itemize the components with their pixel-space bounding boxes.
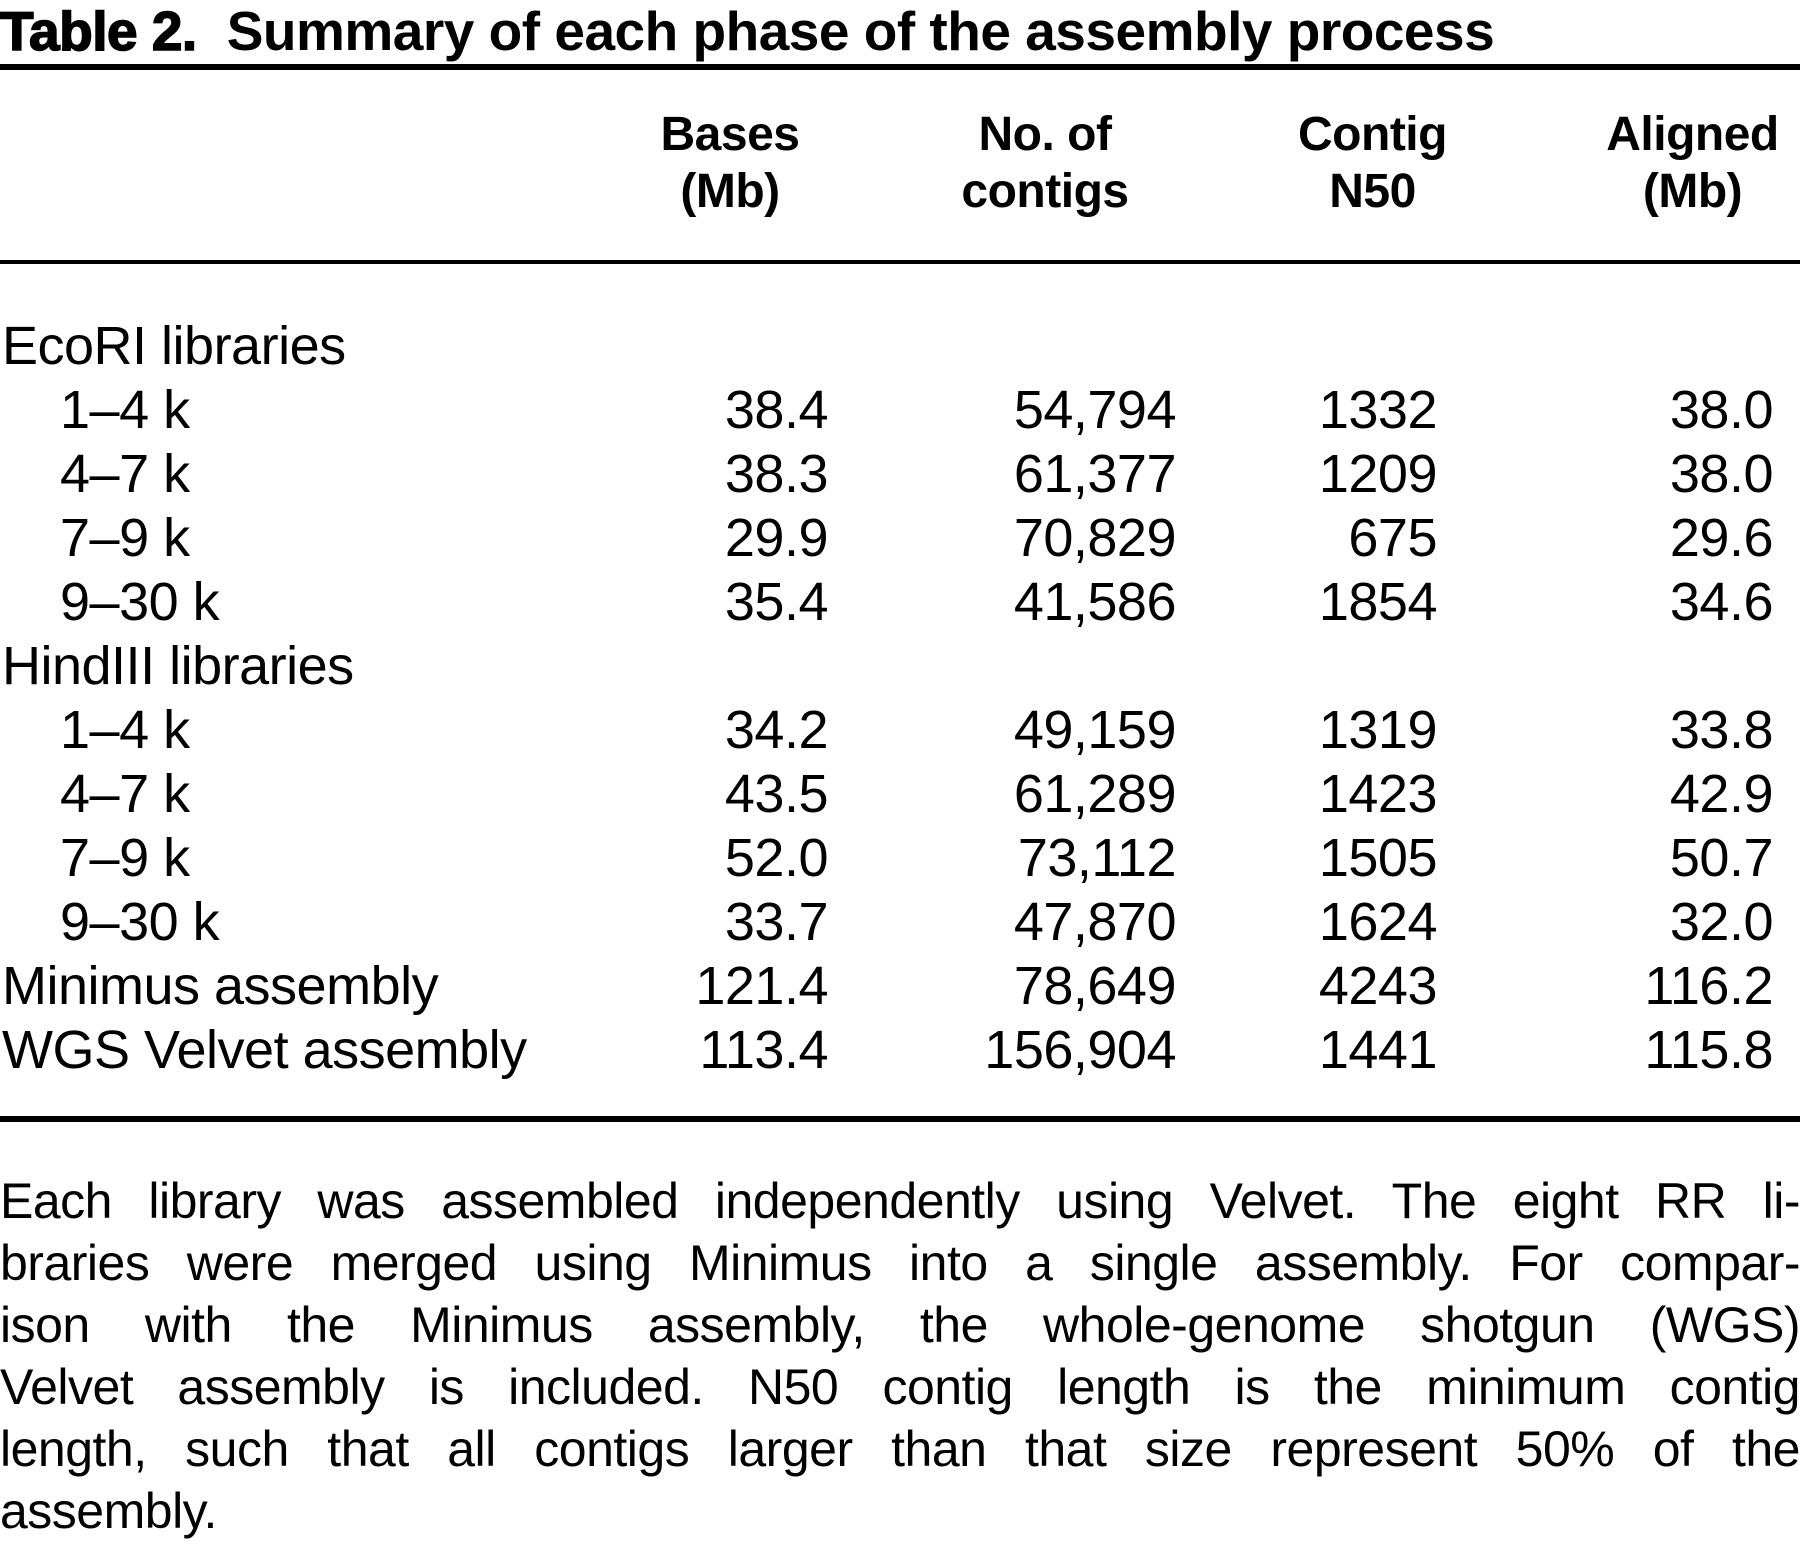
table-footnote <box>0 1170 1800 1542</box>
footnote-line: length, such that all contigs larger than that size represent 50% of the <box>0 1421 1800 1477</box>
cell-aligned: 34.6 <box>1669 572 1773 632</box>
col-header-line: No. of <box>978 108 1112 161</box>
col-header-bases <box>540 70 830 262</box>
footnote-line: Velvet assembly is included. N50 contig length is the minimum contig <box>0 1359 1800 1415</box>
col-header-empty <box>0 70 540 262</box>
col-header-line: (Mb) <box>680 165 780 218</box>
data-row <box>0 698 1800 762</box>
col-header-contigs <box>830 70 1180 262</box>
col-header-line: (Mb) <box>1642 165 1743 218</box>
col-header-line: Bases <box>660 108 800 161</box>
cell-bases: 29.9 <box>724 508 828 568</box>
data-row <box>0 378 1800 442</box>
section-row <box>0 634 1800 698</box>
footnote-line: ison with the Minimus assembly, the whole-genome shotgun (WGS) <box>0 1297 1800 1353</box>
cell-n50: 1332 <box>1318 380 1437 440</box>
cell-n50: 1505 <box>1318 828 1437 888</box>
table-number: Table 2. <box>0 0 197 62</box>
cell-contigs: 61,377 <box>1013 444 1176 504</box>
col-header-line: Contig <box>1298 108 1447 161</box>
cell-n50: 1854 <box>1318 572 1437 632</box>
cell-aligned: 32.0 <box>1669 892 1773 952</box>
cell-bases: 121.4 <box>695 956 828 1016</box>
cell-contigs: 61,289 <box>1013 764 1176 824</box>
row-label: 9–30 k <box>60 572 220 632</box>
cell-contigs: 41,586 <box>1013 572 1176 632</box>
table-body <box>0 262 1800 1082</box>
cell-aligned: 42.9 <box>1669 764 1773 824</box>
cell-bases: 38.4 <box>724 380 828 440</box>
col-header-line: Aligned <box>1606 108 1779 161</box>
col-header-n50 <box>1180 70 1465 262</box>
section-row <box>0 262 1800 378</box>
row-label: 7–9 k <box>60 828 190 888</box>
cell-contigs: 78,649 <box>1013 956 1176 1016</box>
table-caption <box>0 0 1800 64</box>
row-label: 4–7 k <box>60 444 190 504</box>
table-header <box>0 70 1800 262</box>
cell-aligned: 38.0 <box>1669 380 1773 440</box>
cell-n50: 1209 <box>1318 444 1437 504</box>
data-row <box>0 826 1800 890</box>
footnote-line: assembly. <box>0 1483 217 1539</box>
cell-n50: 1423 <box>1318 764 1437 824</box>
row-label: 4–7 k <box>60 764 190 824</box>
row-label: 9–30 k <box>60 892 220 952</box>
cell-bases: 52.0 <box>724 828 828 888</box>
cell-contigs: 49,159 <box>1013 700 1176 760</box>
cell-bases: 34.2 <box>724 700 828 760</box>
cell-bases: 43.5 <box>724 764 828 824</box>
data-row <box>0 1018 1800 1082</box>
cell-n50: 1624 <box>1318 892 1437 952</box>
row-label: 1–4 k <box>60 700 190 760</box>
row-label: Minimus assembly <box>2 956 439 1016</box>
cell-contigs: 73,112 <box>1017 828 1176 888</box>
row-label: WGS Velvet assembly <box>2 1020 527 1080</box>
cell-bases: 113.4 <box>699 1020 828 1080</box>
cell-n50: 4243 <box>1318 956 1437 1016</box>
cell-n50: 675 <box>1348 508 1437 568</box>
cell-contigs: 47,870 <box>1013 892 1176 952</box>
row-label: 1–4 k <box>60 380 190 440</box>
data-row <box>0 506 1800 570</box>
data-row <box>0 442 1800 506</box>
col-header-line: contigs <box>961 165 1129 218</box>
cell-n50: 1319 <box>1318 700 1437 760</box>
cell-aligned: 115.8 <box>1644 1020 1773 1080</box>
data-row <box>0 762 1800 826</box>
cell-bases: 38.3 <box>724 444 828 504</box>
cell-bases: 33.7 <box>724 892 828 952</box>
cell-aligned: 33.8 <box>1669 700 1773 760</box>
cell-aligned: 116.2 <box>1644 956 1773 1016</box>
section-label: EcoRI libraries <box>2 316 346 376</box>
table-caption-text: Summary of each phase of the assembly process <box>226 0 1495 62</box>
row-label: 7–9 k <box>60 508 190 568</box>
assembly-summary-table <box>0 70 1800 1082</box>
cell-aligned: 50.7 <box>1669 828 1773 888</box>
cell-n50: 1441 <box>1318 1020 1437 1080</box>
cell-bases: 35.4 <box>724 572 828 632</box>
cell-contigs: 70,829 <box>1013 508 1176 568</box>
data-row <box>0 890 1800 954</box>
cell-contigs: 54,794 <box>1013 380 1176 440</box>
section-label: HindIII libraries <box>2 636 354 696</box>
bottom-rule <box>0 1116 1800 1122</box>
cell-contigs: 156,904 <box>984 1020 1176 1080</box>
cell-aligned: 38.0 <box>1669 444 1773 504</box>
data-row <box>0 570 1800 634</box>
data-row <box>0 954 1800 1018</box>
col-header-line: N50 <box>1329 165 1416 218</box>
col-header-aligned <box>1465 70 1800 262</box>
cell-aligned: 29.6 <box>1669 508 1773 568</box>
footnote-line: Each library was assembled independently using Velvet. The eight RR li- <box>0 1173 1800 1229</box>
header-row <box>0 70 1800 262</box>
footnote-line: braries were merged using Minimus into a single assembly. For compar- <box>0 1235 1800 1291</box>
